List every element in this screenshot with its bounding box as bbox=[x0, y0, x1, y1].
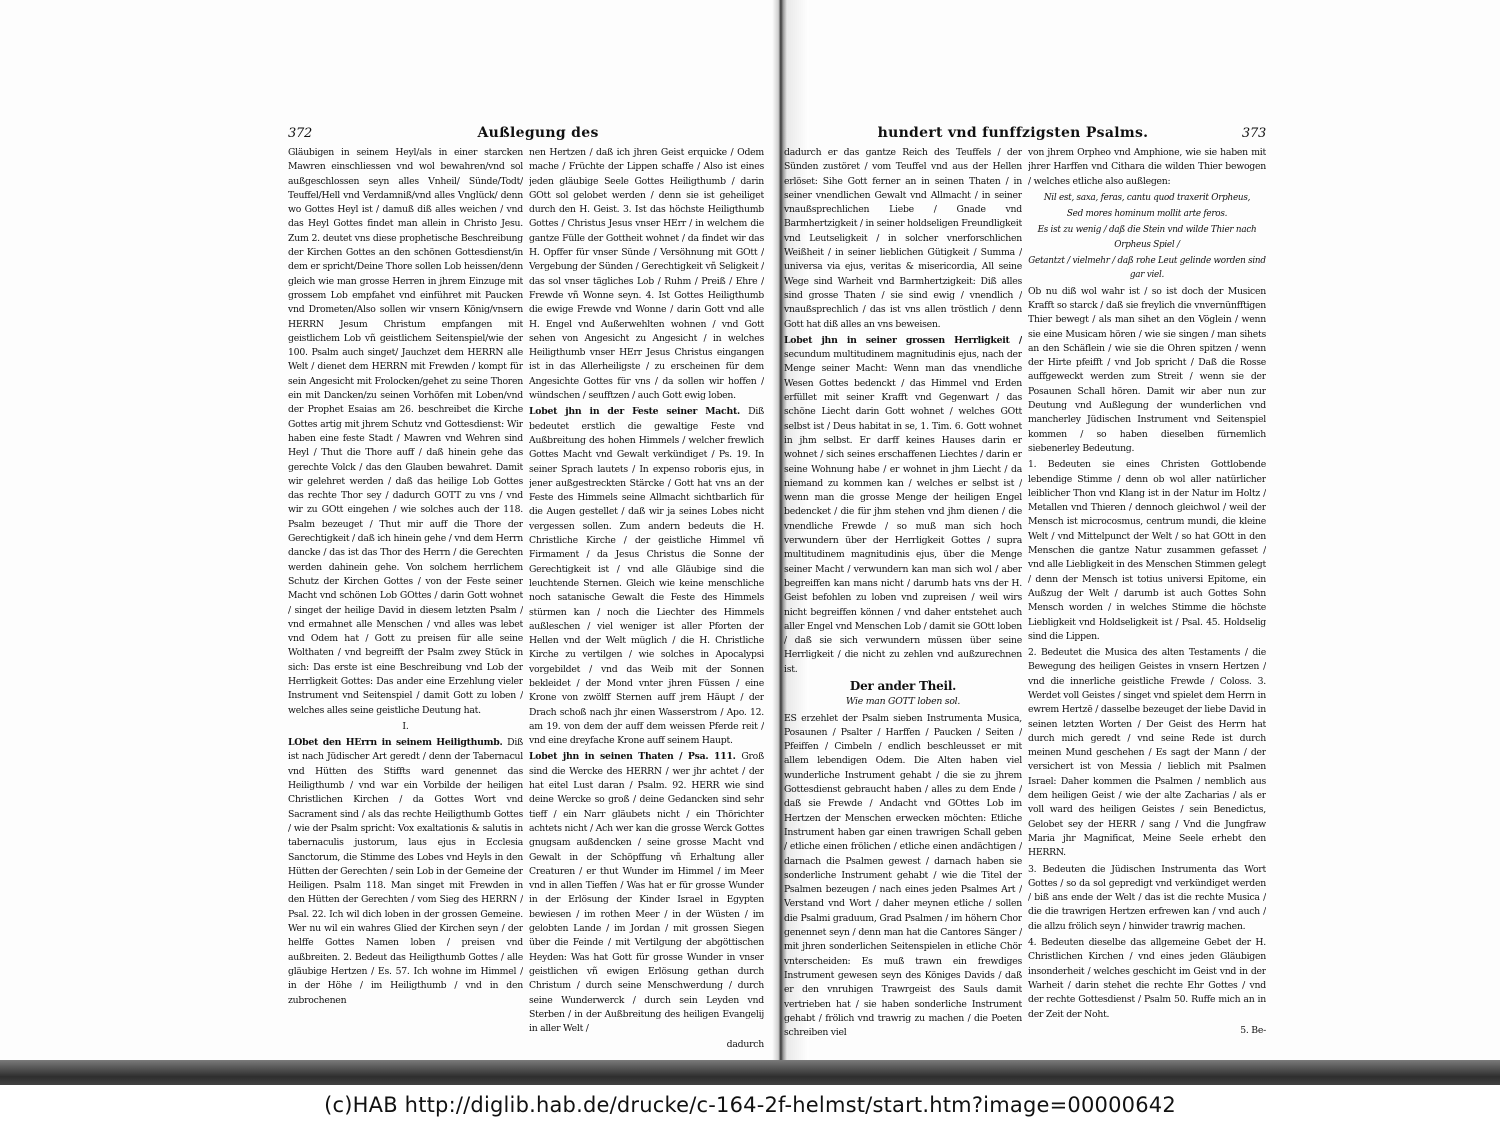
paragraph-text: nen Hertzen / daß ich jhren Geist erquicke / Odem mache / Früchte der Lippen schaffe / Also ist eines jeden gläubige Seele Gottes Heiligthumb / darin GOtt sol gelobet werden / denn sie ist geheiliget durch den H. Geist. 3. Ist das höchste Heiligthumb Gottes / Christus Jesus vnser HErr / in welchem die gantze Fülle der Gottheit wohnet / da findet wir das H. Opffer für vnser Sünde / Versöhnung mit GOtt / Vergebung der Sünden / Gerechtigkeit vñ Seligkeit / das sol vnser tägliches Lob / Ruhm / Preiß / Ehre / Frewde vñ Wonne seyn. 4. Ist Gottes Heiligthumb die ewige Frewde vnd Wonne / darin Gott vnd alle H. Engel vnd Außerwehlten wohnen / vnd Gott sehen von Angesicht zu Angesicht / in welches Heiligthumb vnser HErr Jesus Christus eingangen ist in das Allerheiligste / zu erscheinen für dem Angesichte Gottes für vns / da sollen wir hoffen / wündschen / seufftzen / auch Gott ewig loben. bbox=[529, 147, 764, 402]
right-running-title: hundert vnd funffzigsten Psalms. bbox=[877, 125, 1149, 141]
paragraph bbox=[1028, 146, 1266, 189]
paragraph-text: ES erzehlet der Psalm sieben Instrumenta Musica, Posaunen / Psalter / Harffen / Paucken / Seiten / Pfeiffen / Cimbeln / endlich beschleusset er mit allem lebendigen Odem. Die Alten haben viel wunderliche Instrument gehabt / die sie zu jhrem Gottesdienst gebraucht haben / alles zu dem Ende / daß sie Frewde / Andacht vnd GOttes Lob im Hertzen der Menschen erwecken möchten: Etliche Instrument haben gar einen trawrigen Schall geben / etliche einen frölichen / etliche einen andächtigen / darnach die Psalmen gewest / darnach haben sie sonderliche Instrument gehabt / wie die Titel der Psalmen bezeugen / nach eines jeden Psalmes Art / Verstand vnd Wort / daher meynen etliche / sollen die Psalmi graduum, Grad Psalmen / im höhern Chor genennet seyn / denn man hat die Cantores Sänger / mit jhren sonderlichen Seitenspielen in etliche Chör vnterscheiden: Es muß trawn ein frewdiges Instrument gewesen seyn des Königes Davids / daß er den vnruhigen Trawrgeist des Sauls damit vertrieben hat / sie haben sonderliche Instrument gehabt / frölich vnd trawrig zu machen / die Poeten schreiben viel bbox=[784, 712, 1022, 1039]
paragraph bbox=[1028, 936, 1266, 1022]
right-column-1 bbox=[784, 146, 1022, 1042]
left-page bbox=[288, 126, 764, 1055]
paragraph bbox=[784, 712, 1022, 1041]
paragraph bbox=[529, 750, 764, 1036]
verse-line: Nil est, saxa, feras, cantu quod traxerit Orpheus, bbox=[1043, 192, 1251, 203]
copyright-url: (c)HAB http://diglib.hab.de/drucke/c-164-2f-helmst/start.htm?image=00000642 bbox=[324, 1093, 1176, 1117]
left-page-number: 372 bbox=[288, 126, 313, 141]
section-subtitle: Wie man GOTT loben sol. bbox=[845, 696, 961, 708]
paragraph-text: 4. Bedeuten dieselbe das allgemeine Gebet der H. Christlichen Kirchen / vnd eines jeden Gläubigen insonderheit / welches geschicht im Geist vnd in der Warheit / darin stehet die rechte Ehr Gottes / vnd der rechte Gottesdienst / Psalm 50. Ruffe mich an in der Zeit der Noht. bbox=[1028, 937, 1266, 1020]
paragraph bbox=[784, 146, 1022, 332]
right-column-2 bbox=[1028, 146, 1266, 1042]
paragraph-heading: Lobet jhn in seinen Thaten / Psa. 111. bbox=[529, 751, 742, 763]
paragraph bbox=[784, 334, 1022, 677]
catchword: 5. Be- bbox=[1240, 1024, 1266, 1036]
paragraph bbox=[288, 146, 523, 718]
section-number: I. bbox=[402, 720, 409, 732]
right-page-header bbox=[784, 126, 1266, 146]
paragraph-text: 2. Bedeutet die Musica des alten Testaments / die Bewegung des heiligen Geistes in vnsern Hertzen / vnd die innerliche geistliche Frewde / Coloss. 3. Werdet voll Geistes / singet vnd spielet dem Herrn in ewrem Hertzē / dasselbe bezeuget der liebe David in seinen letzten Worten / Der Geist des Herrn hat durch mich geredt / vnd seine Rede ist durch meinen Mund geschehen / Es sagt der Mann / der versichert ist von Messia / lieblich mit Psalmen Israel: Daher kommen die Psalmen / nemblich aus dem heiligen Geist / wie der alte Zacharias / als er voll ward des heiligen Geistes / sein Benedictus, Gelobet sey der HERR / sang / Vnd die Jungfraw Maria jhr Magnificat, Meine Seele erhebt den HERRN. bbox=[1028, 647, 1266, 859]
paragraph bbox=[529, 146, 764, 403]
paragraph-text: secundum multitudinem magnitudinis ejus, nach der Menge seiner Macht: Wenn man das vnendliche Wesen Gottes bedenckt / das Himmel vnd Erden erfüllet mit seiner Krafft vnd Gegenwart / das schöne Liecht darin Gott wohnet / welches GOtt selbst ist / Deus habitat in se, 1. Tim. 6. Gott wohnet in jhm selbst. Er darff keines Hauses darin er wohnet / sich seines erschaffenen Liechtes / darin er seine Wohnung habe / er wohnet in jhm Liecht / da niemand zu kommen kan / welches er selbst ist / wenn man die grosse Menge der heiligen Engel bedencket / die für jhm stehen vnd jhm dienen / die vnendliche Frewde / so muß man sich hoch verwundern über der Herrligkeit Gottes / supra multitudinem magnitudinis ejus, über die Menge seiner Macht / verwundern kan man sich wol / aber begreiffen kan mans nicht / darumb hats vns der H. Geist befohlen zu loben vnd zupreisen / weil wirs nicht begreiffen können / vnd daher entstehet auch aller Engel vnd Menschen Lob / damit sie GOtt loben / daß sie sich verwundern müssen über seine Herrligkeit / die nicht zu zehlen vnd außzurechnen ist. bbox=[784, 349, 1022, 675]
left-page-header bbox=[288, 126, 764, 146]
verse-line: Es ist zu wenig / daß die Stein vnd wilde Thier nach Orpheus Spiel / bbox=[1037, 225, 1257, 250]
right-page bbox=[784, 126, 1266, 1042]
paragraph-heading: Lobet jhn in der Feste seiner Macht. bbox=[529, 406, 749, 418]
paragraph-text: von jhrem Orpheo vnd Amphione, wie sie haben mit jhrer Harffen vnd Cithara die wilden Thier bewogen / welches etliche also außlegen: bbox=[1028, 147, 1266, 187]
left-column-1 bbox=[288, 146, 523, 1055]
verse-line: Getantzt / vielmehr / daß rohe Leut gelinde worden sind gar viel. bbox=[1028, 256, 1266, 281]
paragraph bbox=[1028, 285, 1266, 457]
paragraph bbox=[1028, 646, 1266, 860]
paragraph bbox=[1028, 863, 1266, 934]
paragraph-text: Diß ist nach Jüdischer Art geredt / denn der Tabernacul vnd Hütten des Stiffts ward genennet das Heiligthumb / vnd war ein Vorbilde der heiligen Christlichen Kirchen / da Gottes Wort vnd Sacrament sind / als das rechte Heiligthumb Gottes / wie der Psalm spricht: Vox exaltationis & salutis in tabernaculis justorum, laus ejus in Ecclesia Sanctorum, die Stimme des Lobes vnd Heyls in den Hütten der Gerechten / sein Lob in der Gemeine der Heiligen. Psalm 118. Man singet mit Frewden in den Hütten der Gerechten / vom Sieg des HERRN / Psal. 22. Ich wil dich loben in der grossen Gemeine. Wer nu wil ein wahres Glied der Kirchen seyn / der helffe Gottes Namen loben / preisen vnd außbreiten. 2. Bedeut das Heiligthumb Gottes / alle gläubige Hertzen / Es. 57. Ich wohne im Himmel / in der Höhe / im Heiligthumb / vnd in den zubrochenen bbox=[288, 737, 523, 1006]
paragraph-text: dadurch er das gantze Reich des Teuffels / der Sünden zustöret / vom Teuffel vnd aus der Hellen erlöset: Sihe Gott ferner an in seinen Thaten / in seiner vnendlichen Gewalt vnd Allmacht / in seiner vnaußsprechlichen Liebe / Gnade vnd Barmhertzigkeit / in seiner holdseligen Freundligkeit vnd Leutseligkeit / in solcher vnerforschlichen Weißheit / in seiner lieblichen Gütigkeit / Summa / universa via ejus, veritas & misericordia, All seine Wege sind Warheit vnd Barmhertzigkeit: Diß alles sind grosse Thaten / sie sind ewig / vnendlich / vnaußsprechlich / das ist vns allen tröstlich / denn Gott hat diß alles an vns beweisen. bbox=[784, 147, 1022, 330]
paragraph bbox=[288, 736, 523, 1008]
left-running-title: Außlegung des bbox=[477, 125, 599, 141]
paragraph-text: Diß bedeutet erstlich die gewaltige Feste vnd Außbreitung des hohen Himmels / welcher frewlich Gottes Macht vnd Gewalt verkündiget / Ps. 19. In seiner Sprach lautets / In expenso roboris ejus, in jener außgestreckten Stärcke / Gott hat vns an der Feste des Himmels seine Allmacht sichtbarlich für die Augen gestellet / daß wir ja seines Lobes nicht vergessen sollen. Zum andern bedeuts die H. Christliche Kirche / der geistliche Himmel vñ Firmament / da Jesus Christus die Sonne der Gerechtigkeit ist / vnd alle Gläubige sind die leuchtende Sternen. Gleich wie keine menschliche noch satanische Gewalt die Feste des Himmels stürmen kan / noch die Liechter des Himmels außleschen / viel weniger ist aller Pforten der Hellen vnd der Welt müglich / die H. Christliche Kirche zu vertilgen / wie solches in Apocalypsi vorgebildet / vnd das Weib mit der Sonnen bekleidet / der Mond vnter jhren Füssen / eine Krone von zwölff Sternen auff jrem Häupt / der Drach schoß nach jhr einen Wasserstrom / Apo. 12. am 19. von dem der auff dem weissen Pferde reit / vnd eine dreyfache Krone auff seinem Haupt. bbox=[529, 406, 764, 747]
left-column-2 bbox=[529, 146, 764, 1055]
paragraph-text: 3. Bedeuten die Jüdischen Instrumenta das Wort Gottes / so da sol gepredigt vnd verkündiget werden / biß ans ende der Welt / das ist die rechte Musica / die die trawrigen Hertzen erfrewen kan / vnd auch / die allzu frölich seyn / hinwider trawrig machen. bbox=[1028, 863, 1266, 932]
paragraph-text: Groß sind die Wercke des HERRN / wer jhr achtet / der hat eitel Lust daran / Psalm. 92. HERR wie sind deine Wercke so groß / deine Gedancken sind sehr tieff / ein Narr gläubets nicht / ein Thörichter achtets nicht / Ach wer kan die grosse Werck Gottes gnugsam außdencken / seine grosse Macht vnd Gewalt in der Schöpffung vñ Erhaltung aller Creaturen / er thut Wunder im Himmel / im Meer vnd in allen Tieffen / Was hat er für grosse Wunder in der Erlösung der Kinder Israel in Egypten bewiesen / im rothen Meer / in der Wüsten / im gelobten Lande / im Jordan / mit grossen Siegen über die Feinde / mit Vertilgung der abgöttischen Heyden: Was hat Gott für grosse Wunder in vnser geistlichen vñ ewigen Erlösung gethan durch Christum / durch seine Menschwerdung / durch seine Wunderwerck / durch sein Leyden vnd Sterben / in der Außbreitung des heiligen Evangelij in aller Welt / bbox=[529, 751, 764, 1035]
scan-bottom-edge bbox=[0, 1060, 1500, 1085]
paragraph-text: Ob nu diß wol wahr ist / so ist doch der Musicen Krafft so starck / daß sie freylich die vnvernünfftigen Thier bewegt / als man sihet an den Vöglein / wenn sie eine Musicam hören / wie sie singen / man sihets an den Schäflein / wie sie die Ohren spitzen / wenn der Hirte pfeifft / vnd Job spricht / Daß die Rosse auffgeweckt werden zum Streit / wenn sie der Posaunen Schall hören. Damit wir aber nun zur Deutung vnd Außlegung der wunderlichen vnd mancherley Jüdischen Instrument vnd Seitenspiel kommen / so haben dieselben fürnemlich siebenerley Bedeutung. bbox=[1028, 285, 1266, 454]
paragraph-text: 1. Bedeuten sie eines Christen Gottlobende lebendige Stimme / denn ob wol aller natürlicher leiblicher Thon vnd Klang ist in der Natur im Holtz / Metallen vnd Thieren / dennoch gleichwol / weil der Mensch ist microcosmus, centrum mundi, die kleine Welt / vnd Mittelpunct der Welt / so hat GOtt in den Menschen die gantze Natur zusammen gefasset / vnd alle Liebligkeit in des Menschen Stimmen gelegt / denn der Mensch ist totius universi Epitome, ein Außzug der Welt / darumb ist auch Gottes Sohn Mensch worden / in welches Stimme die höchste Liebligkeit vnd Holdseligkeit ist / Psal. 45. Holdselig sind die Lippen. bbox=[1028, 459, 1266, 642]
verse-line: Sed mores hominum mollit arte feros. bbox=[1066, 209, 1228, 220]
paragraph-text: Gläubigen in seinem Heyl/als in einer starcken Mawren einschliessen vnd wol bewahren/vnd sol außgeschlossen seyn alles Vnheil/ Sünde/Todt/ Teuffel/Hell vnd Verdamniß/vnd alles Vnglück/ denn wo Gottes Heyl ist / damuß diß alles weichen / vnd das Heyl Gottes findet man allein in Christo Jesu. Zum 2. deutet vns diese prophetische Beschreibung der Kirchen Gottes an den schönen Gottesdienst/in dem er spricht/Deine Thore sollen Lob heissen/denn gleich wie man grosse Herren in jhrem Einzuge mit grossem Lob empfahet vnd einführet mit Paucken vnd Drometen/Also sollen wir vnsern König/vnsern HERRN Jesum Christum empfangen mit geistlichem Lob vñ geistlichem Seitenspiel/wie der 100. Psalm auch singet/ Jauchzet dem HERRN alle Welt / dienet dem HERRN mit Frewden / kompt für sein Angesicht mit Frolocken/gehet zu seine Thoren ein mit Dancken/zu seinen Vorhöfen mit Loben/vnd der Prophet Esaias am 26. beschreibet die Kirche Gottes artig mit jhrem Schutz vnd Gottesdienst: Wir haben eine feste Stadt / Mawren vnd Wehren sind Heyl / Thut die Thore auff / daß hinein gehe das gerechte Volck / das den Glauben bewahret. Damit wir gelehret werden / daß das heilige Lob Gottes das rechte Thor sey / dadurch GOTT zu vns / vnd wir zu GOtt eingehen / wie solches auch der 118. Psalm bezeuget / Thut mir auff die Thore der Gerechtigkeit / daß ich hinein gehe / vnd dem Herrn dancke / das ist das Thor des Herrn / die Gerechten werden dahinein gehe. Von solchem herrlichem Schutz der Kirchen Gottes / von der Feste seiner Macht vnd schönen Lob GOttes / darin Gott wohnet / singet der heilige David in diesem letzten Psalm / vnd ermahnet alle Menschen / vnd alles was lebet vnd Odem hat / Gott zu preisen für alle seine Wolthaten / vnd begreifft der Psalm zwey Stück in sich: Das erste ist eine Beschreibung vnd Lob der Herrligkeit Gottes: Das ander eine Erzehlung vieler Instrument vnd Seitenspiel / damit Gott zu loben / welches alles seine geistliche Deutung hat. bbox=[288, 147, 523, 716]
paragraph-heading: Lobet jhn in seiner grossen Herrligkeit / bbox=[784, 334, 1022, 346]
paragraph bbox=[529, 405, 764, 748]
right-page-number: 373 bbox=[1241, 126, 1266, 141]
catchword: dadurch bbox=[726, 1039, 764, 1051]
paragraph-heading: LObet den HErrn in seinem Heiligthumb. bbox=[288, 737, 508, 749]
paragraph bbox=[1028, 458, 1266, 644]
section-heading: Der ander Theil. bbox=[849, 678, 957, 693]
